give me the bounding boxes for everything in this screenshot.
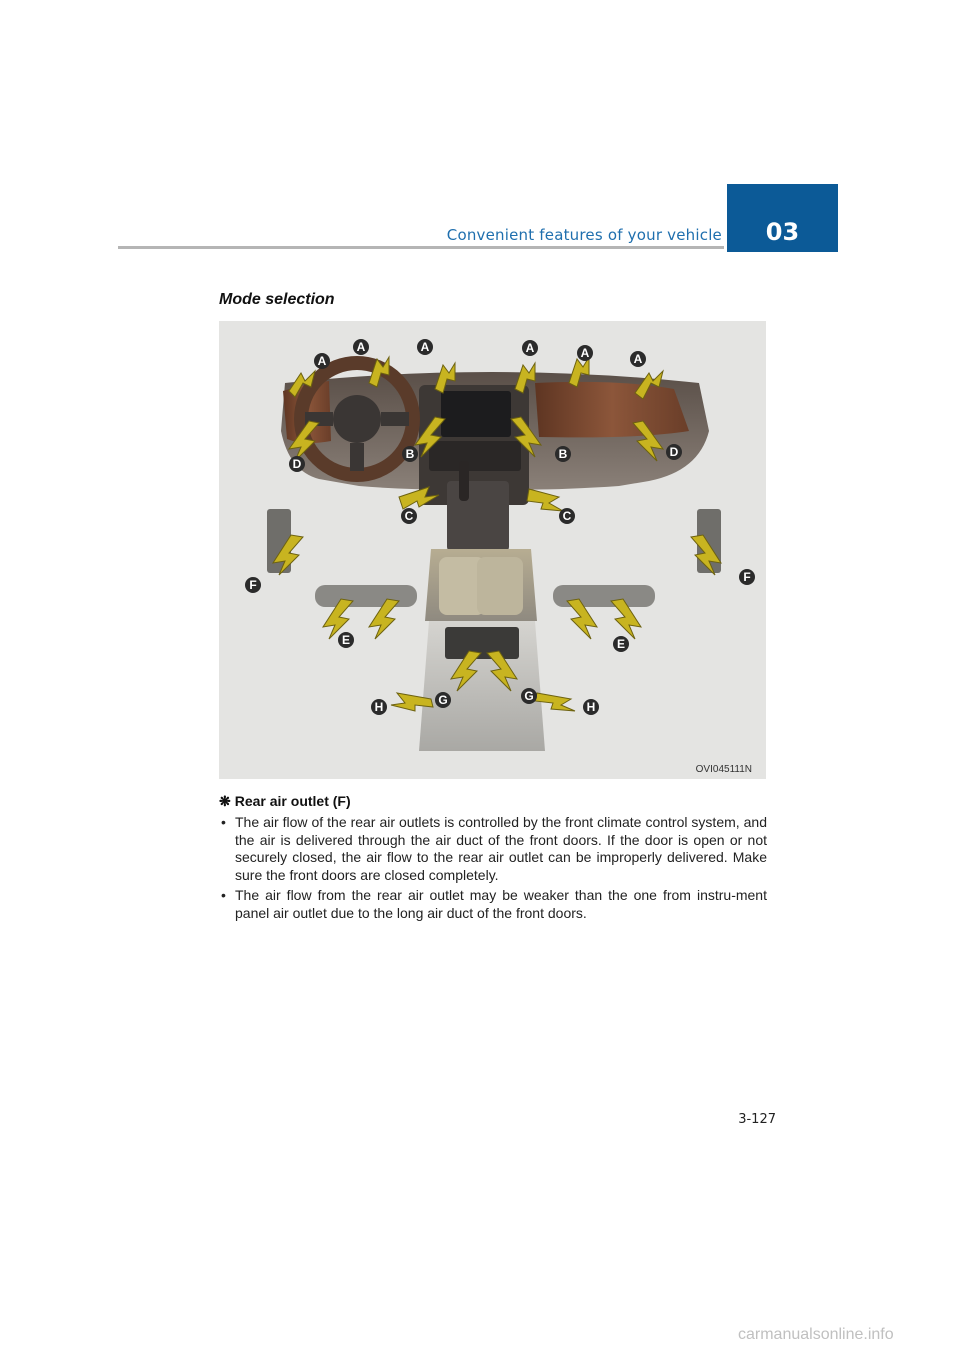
note-heading-text: Rear air outlet (F) [234, 793, 351, 809]
label-g: G [438, 693, 448, 707]
list-item: • The air flow of the rear air outlets is controlled by the front climate control system, and the air is delivered through the air duct of the front doors. If the door is open or not securely closed, the air flow to the rear air outlet can be improperly delivered. Make sure the front doors are closed completely. [219, 814, 767, 884]
label-c: C [562, 509, 572, 523]
label-a: A [525, 341, 535, 355]
climate-panel [429, 441, 521, 471]
wood-trim-right [535, 382, 689, 438]
page-number: 3-127 [738, 1112, 776, 1127]
label-e: E [616, 637, 626, 651]
label-f: F [743, 570, 751, 584]
label-b: B [405, 447, 415, 461]
floor-vent-right [553, 585, 655, 607]
watermark: carmanualsonline.info [738, 1326, 894, 1343]
label-d: D [669, 445, 679, 459]
air-outlet-diagram [219, 321, 766, 779]
note-heading [219, 793, 351, 810]
section-title: Mode selection [219, 291, 335, 308]
label-h: H [374, 700, 384, 714]
figure-code: OVI045111N [695, 764, 752, 775]
label-d: D [292, 457, 302, 471]
label-a: A [633, 352, 643, 366]
dashboard-illustration [219, 321, 766, 779]
label-a: A [580, 346, 590, 360]
navigation-screen [441, 391, 511, 437]
chapter-number: 03 [765, 218, 800, 246]
label-a: A [317, 354, 327, 368]
label-b: B [558, 447, 568, 461]
label-c: C [404, 509, 414, 523]
list-item: • The air flow from the rear air outlet may be weaker than the one from instru-ment panel air outlet due to the long air duct of the front doors. [219, 887, 767, 922]
label-e: E [341, 633, 351, 647]
rear-vent [445, 627, 519, 659]
note-symbol-icon: ❋ [219, 793, 231, 809]
label-a: A [356, 340, 366, 354]
label-a: A [420, 340, 430, 354]
note-bullet-list [219, 814, 767, 925]
header-rule [118, 246, 724, 249]
running-header-title: Convenient features of your vehicle [446, 226, 722, 244]
airflow-arrow [527, 489, 563, 511]
label-f: F [249, 578, 257, 592]
label-g: G [524, 689, 534, 703]
chapter-tab [727, 184, 838, 252]
gear-console [447, 481, 509, 551]
label-h: H [586, 700, 596, 714]
floor-vent-left [315, 585, 417, 607]
